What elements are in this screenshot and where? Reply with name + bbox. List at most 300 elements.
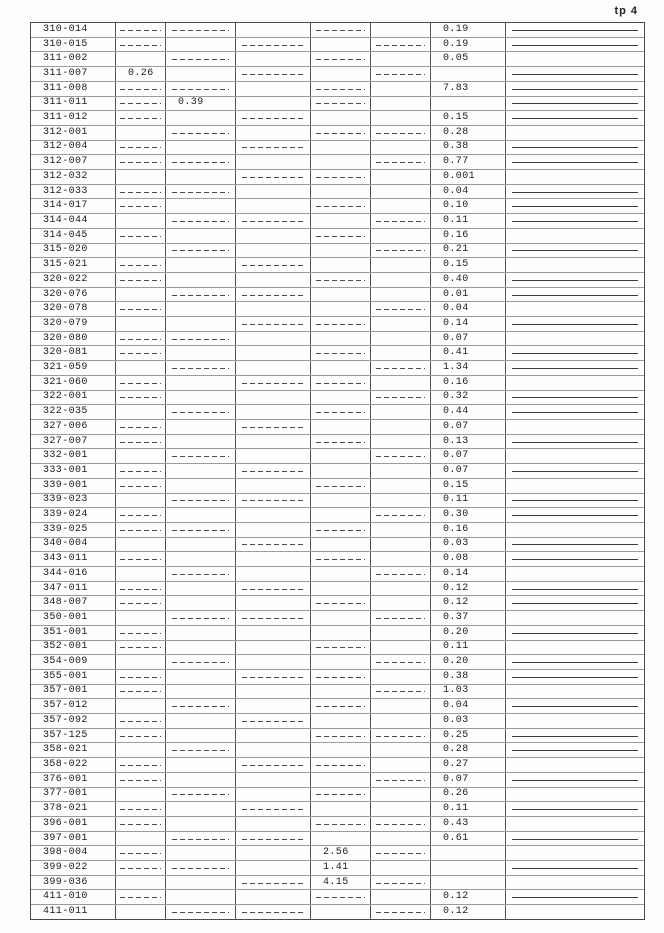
table-cell bbox=[311, 199, 371, 213]
scan-artifact-line bbox=[120, 30, 161, 31]
table-row bbox=[31, 479, 644, 494]
table-cell bbox=[116, 170, 166, 184]
value-cell: 0.15 bbox=[431, 111, 506, 125]
scan-artifact-line bbox=[512, 839, 639, 840]
table-cell bbox=[506, 464, 644, 478]
row-code-cell: 320-080 bbox=[31, 332, 116, 346]
table-cell bbox=[371, 802, 431, 816]
scan-artifact-line bbox=[512, 809, 639, 810]
table-cell bbox=[116, 641, 166, 655]
scan-artifact-line bbox=[120, 397, 161, 398]
table-cell bbox=[506, 743, 644, 757]
table-row bbox=[31, 141, 644, 156]
scan-artifact-line bbox=[512, 192, 639, 193]
table-cell bbox=[116, 52, 166, 66]
table-cell bbox=[371, 508, 431, 522]
value-cell: 0.07 bbox=[431, 464, 506, 478]
table-cell bbox=[371, 229, 431, 243]
value-cell: 0.19 bbox=[431, 23, 506, 37]
value-cell: 0.43 bbox=[431, 817, 506, 831]
table-cell bbox=[506, 670, 644, 684]
table-row bbox=[31, 773, 644, 788]
scan-artifact-line bbox=[512, 74, 639, 75]
table-cell bbox=[371, 788, 431, 802]
table-cell bbox=[371, 670, 431, 684]
table-row bbox=[31, 729, 644, 744]
table-cell bbox=[236, 802, 311, 816]
scan-artifact-line bbox=[512, 250, 639, 251]
table-cell bbox=[506, 38, 644, 52]
scan-artifact-line bbox=[120, 280, 161, 281]
row-code-cell: 333-001 bbox=[31, 464, 116, 478]
scan-artifact-line bbox=[172, 59, 230, 60]
table-cell bbox=[506, 244, 644, 258]
value-cell: 0.04 bbox=[431, 699, 506, 713]
scan-artifact-line bbox=[316, 442, 366, 443]
scan-artifact-line bbox=[316, 794, 366, 795]
scan-artifact-line bbox=[512, 103, 639, 104]
scan-artifact-line bbox=[120, 897, 161, 898]
table-cell bbox=[116, 479, 166, 493]
table-cell bbox=[236, 743, 311, 757]
table-cell bbox=[371, 494, 431, 508]
table-cell bbox=[166, 685, 236, 699]
table-cell bbox=[116, 552, 166, 566]
table-row bbox=[31, 420, 644, 435]
table-row bbox=[31, 464, 644, 479]
scan-artifact-line bbox=[376, 250, 426, 251]
table-cell bbox=[116, 626, 166, 640]
table-row bbox=[31, 788, 644, 803]
table-cell bbox=[371, 479, 431, 493]
value-cell: 0.28 bbox=[431, 743, 506, 757]
table-cell bbox=[116, 302, 166, 316]
table-cell bbox=[311, 582, 371, 596]
table-cell bbox=[166, 155, 236, 169]
table-cell bbox=[371, 641, 431, 655]
table-row bbox=[31, 155, 644, 170]
row-code-cell: 347-011 bbox=[31, 582, 116, 596]
table-cell bbox=[116, 582, 166, 596]
table-cell bbox=[506, 655, 644, 669]
scan-artifact-line bbox=[120, 427, 161, 428]
value-cell: 0.16 bbox=[431, 229, 506, 243]
value-cell: 0.03 bbox=[431, 538, 506, 552]
scan-artifact-line bbox=[376, 133, 426, 134]
scan-artifact-line bbox=[316, 706, 366, 707]
table-row bbox=[31, 567, 644, 582]
table-cell bbox=[506, 508, 644, 522]
table-row bbox=[31, 376, 644, 391]
scan-artifact-line bbox=[376, 221, 426, 222]
table-cell bbox=[236, 832, 311, 846]
table-cell bbox=[236, 626, 311, 640]
scan-artifact-line bbox=[242, 427, 304, 428]
table-cell bbox=[506, 376, 644, 390]
table-cell bbox=[371, 97, 431, 111]
scan-artifact-line bbox=[242, 324, 304, 325]
table-cell bbox=[506, 332, 644, 346]
scan-artifact-line bbox=[512, 868, 639, 869]
value-cell: 0.001 bbox=[431, 170, 506, 184]
scan-artifact-line bbox=[120, 691, 161, 692]
value-cell: 7.83 bbox=[431, 82, 506, 96]
table-row bbox=[31, 332, 644, 347]
scan-artifact-line bbox=[172, 662, 230, 663]
scan-artifact-line bbox=[172, 530, 230, 531]
table-cell bbox=[371, 52, 431, 66]
scan-artifact-line bbox=[316, 824, 366, 825]
scan-artifact-line bbox=[242, 809, 304, 810]
table-cell bbox=[311, 788, 371, 802]
table-cell bbox=[506, 405, 644, 419]
table-cell bbox=[506, 214, 644, 228]
table-row bbox=[31, 802, 644, 817]
scan-artifact-line bbox=[120, 162, 161, 163]
table-cell bbox=[371, 38, 431, 52]
scan-artifact-line bbox=[120, 589, 161, 590]
scan-artifact-line bbox=[242, 74, 304, 75]
table-cell bbox=[371, 420, 431, 434]
table-cell bbox=[236, 905, 311, 919]
table-cell bbox=[166, 288, 236, 302]
table-cell bbox=[311, 38, 371, 52]
table-cell bbox=[116, 317, 166, 331]
scan-artifact-line bbox=[120, 383, 161, 384]
table-row bbox=[31, 611, 644, 626]
scan-artifact-line bbox=[316, 59, 366, 60]
value-cell: 0.11 bbox=[431, 802, 506, 816]
table-cell bbox=[506, 494, 644, 508]
table-cell bbox=[371, 714, 431, 728]
table-cell bbox=[116, 508, 166, 522]
scan-artifact-line bbox=[512, 442, 639, 443]
table-cell bbox=[166, 876, 236, 890]
scan-artifact-line bbox=[512, 324, 639, 325]
table-cell bbox=[371, 523, 431, 537]
scan-artifact-line bbox=[120, 236, 161, 237]
table-cell bbox=[116, 905, 166, 919]
table-cell bbox=[236, 111, 311, 125]
table-cell bbox=[506, 567, 644, 581]
table-cell bbox=[371, 258, 431, 272]
scan-artifact-line bbox=[316, 103, 366, 104]
table-cell bbox=[506, 641, 644, 655]
table-cell bbox=[311, 82, 371, 96]
table-cell bbox=[371, 567, 431, 581]
table-cell bbox=[371, 302, 431, 316]
table-row bbox=[31, 905, 644, 919]
row-code-cell: 322-035 bbox=[31, 405, 116, 419]
table-cell bbox=[236, 126, 311, 140]
scan-artifact-line bbox=[316, 897, 366, 898]
table-cell bbox=[236, 420, 311, 434]
value-cell: 0.03 bbox=[431, 714, 506, 728]
scan-artifact-line bbox=[172, 574, 230, 575]
table-cell bbox=[166, 596, 236, 610]
scan-artifact-line bbox=[512, 368, 639, 369]
table-cell bbox=[506, 141, 644, 155]
table-cell bbox=[371, 699, 431, 713]
table-cell bbox=[506, 817, 644, 831]
table-cell bbox=[311, 596, 371, 610]
row-code-cell: 377-001 bbox=[31, 788, 116, 802]
table-row bbox=[31, 685, 644, 700]
table-cell bbox=[116, 155, 166, 169]
table-cell bbox=[371, 346, 431, 360]
table-row bbox=[31, 596, 644, 611]
table-cell bbox=[236, 23, 311, 37]
row-code-cell: 310-015 bbox=[31, 38, 116, 52]
scan-artifact-line bbox=[376, 912, 426, 913]
table-cell bbox=[236, 258, 311, 272]
row-code-cell: 348-007 bbox=[31, 596, 116, 610]
table-cell bbox=[371, 464, 431, 478]
scan-artifact-line bbox=[376, 162, 426, 163]
table-cell bbox=[236, 376, 311, 390]
table-cell bbox=[116, 97, 166, 111]
table-cell bbox=[506, 23, 644, 37]
table-cell bbox=[311, 508, 371, 522]
scan-artifact-line bbox=[512, 412, 639, 413]
table-cell bbox=[116, 141, 166, 155]
table-cell bbox=[116, 214, 166, 228]
table-cell bbox=[371, 582, 431, 596]
table-row bbox=[31, 185, 644, 200]
scan-artifact-line bbox=[376, 618, 426, 619]
table-cell bbox=[166, 817, 236, 831]
table-cell bbox=[166, 538, 236, 552]
table-cell bbox=[371, 405, 431, 419]
table-cell: 1.41 bbox=[311, 861, 371, 875]
table-cell bbox=[371, 376, 431, 390]
table-cell bbox=[116, 405, 166, 419]
table-cell bbox=[311, 641, 371, 655]
table-cell bbox=[166, 494, 236, 508]
row-code-cell: 357-125 bbox=[31, 729, 116, 743]
row-code-cell: 357-092 bbox=[31, 714, 116, 728]
scan-artifact-line bbox=[242, 677, 304, 678]
scan-artifact-line bbox=[172, 750, 230, 751]
table-cell bbox=[116, 567, 166, 581]
table-cell bbox=[166, 773, 236, 787]
table-cell bbox=[506, 802, 644, 816]
scan-artifact-line bbox=[172, 500, 230, 501]
scan-artifact-line bbox=[512, 147, 639, 148]
table-cell bbox=[166, 361, 236, 375]
table-cell bbox=[236, 52, 311, 66]
scan-artifact-line bbox=[120, 633, 161, 634]
table-cell bbox=[166, 788, 236, 802]
scan-artifact-line bbox=[242, 912, 304, 913]
value-cell: 0.77 bbox=[431, 155, 506, 169]
table-cell bbox=[371, 111, 431, 125]
scan-artifact-line bbox=[316, 280, 366, 281]
table-cell bbox=[311, 141, 371, 155]
table-cell bbox=[116, 288, 166, 302]
row-code-cell: 312-007 bbox=[31, 155, 116, 169]
scan-artifact-line bbox=[172, 133, 230, 134]
table-cell bbox=[311, 538, 371, 552]
row-code-cell: 311-008 bbox=[31, 82, 116, 96]
value-cell: 0.20 bbox=[431, 626, 506, 640]
table-row bbox=[31, 214, 644, 229]
table-row bbox=[31, 890, 644, 905]
table-cell bbox=[506, 714, 644, 728]
table-cell bbox=[506, 346, 644, 360]
table-cell bbox=[311, 155, 371, 169]
table-row bbox=[31, 258, 644, 273]
table-cell bbox=[116, 685, 166, 699]
value-cell: 0.21 bbox=[431, 244, 506, 258]
scan-artifact-line bbox=[376, 824, 426, 825]
scan-artifact-line bbox=[376, 74, 426, 75]
table-cell bbox=[236, 538, 311, 552]
row-code-cell: 378-021 bbox=[31, 802, 116, 816]
table-cell bbox=[506, 699, 644, 713]
table-cell bbox=[236, 508, 311, 522]
table-cell bbox=[506, 905, 644, 919]
table-cell bbox=[311, 420, 371, 434]
row-code-cell: 396-001 bbox=[31, 817, 116, 831]
row-code-cell: 357-012 bbox=[31, 699, 116, 713]
table-cell bbox=[236, 582, 311, 596]
value-cell: 0.41 bbox=[431, 346, 506, 360]
scan-artifact-line bbox=[172, 412, 230, 413]
row-code-cell: 315-021 bbox=[31, 258, 116, 272]
scan-artifact-line bbox=[242, 295, 304, 296]
table-cell bbox=[166, 405, 236, 419]
table-cell bbox=[311, 552, 371, 566]
table-cell bbox=[116, 611, 166, 625]
table-row bbox=[31, 641, 644, 656]
table-row bbox=[31, 832, 644, 847]
table-cell bbox=[236, 244, 311, 258]
table-cell bbox=[311, 376, 371, 390]
table-cell bbox=[371, 626, 431, 640]
table-cell bbox=[506, 435, 644, 449]
row-code-cell: 311-012 bbox=[31, 111, 116, 125]
scan-artifact-line bbox=[172, 30, 230, 31]
table-cell bbox=[166, 126, 236, 140]
table-cell bbox=[371, 596, 431, 610]
table-cell bbox=[371, 126, 431, 140]
scan-artifact-line bbox=[512, 280, 639, 281]
table-row bbox=[31, 82, 644, 97]
table-cell bbox=[236, 214, 311, 228]
table-cell bbox=[116, 199, 166, 213]
value-cell bbox=[431, 876, 506, 890]
table-cell bbox=[311, 23, 371, 37]
scan-artifact-line bbox=[316, 177, 366, 178]
table-cell bbox=[371, 552, 431, 566]
scan-artifact-line bbox=[172, 456, 230, 457]
value-cell: 0.04 bbox=[431, 302, 506, 316]
table-cell bbox=[236, 876, 311, 890]
scan-artifact-line bbox=[376, 883, 426, 884]
value-cell: 0.10 bbox=[431, 199, 506, 213]
table-cell bbox=[236, 332, 311, 346]
value-cell: 0.07 bbox=[431, 449, 506, 463]
value-cell: 0.12 bbox=[431, 890, 506, 904]
table-cell bbox=[116, 758, 166, 772]
table-cell bbox=[506, 890, 644, 904]
table-cell bbox=[371, 244, 431, 258]
row-code-cell: 315-020 bbox=[31, 244, 116, 258]
table-row bbox=[31, 508, 644, 523]
table-row bbox=[31, 302, 644, 317]
table-cell bbox=[236, 346, 311, 360]
value-cell: 0.04 bbox=[431, 185, 506, 199]
scan-artifact-line bbox=[120, 206, 161, 207]
row-code-cell: 311-011 bbox=[31, 97, 116, 111]
table-cell bbox=[116, 346, 166, 360]
table-cell bbox=[166, 729, 236, 743]
table-cell bbox=[166, 244, 236, 258]
scan-artifact-line bbox=[376, 368, 426, 369]
table-cell bbox=[371, 317, 431, 331]
row-code-cell: 351-001 bbox=[31, 626, 116, 640]
row-code-cell: 332-001 bbox=[31, 449, 116, 463]
table-cell bbox=[311, 773, 371, 787]
table-cell bbox=[166, 420, 236, 434]
value-cell: 0.20 bbox=[431, 655, 506, 669]
scan-artifact-line bbox=[316, 236, 366, 237]
row-code-cell: 311-007 bbox=[31, 67, 116, 81]
scan-artifact-line bbox=[376, 691, 426, 692]
scan-artifact-line bbox=[316, 486, 366, 487]
table-cell bbox=[311, 494, 371, 508]
scan-artifact-line bbox=[376, 574, 426, 575]
table-cell bbox=[116, 258, 166, 272]
row-code-cell: 343-011 bbox=[31, 552, 116, 566]
table-cell bbox=[506, 185, 644, 199]
table-cell bbox=[506, 449, 644, 463]
scan-artifact-line bbox=[512, 706, 639, 707]
table-cell bbox=[166, 758, 236, 772]
table-cell bbox=[236, 817, 311, 831]
table-cell bbox=[311, 699, 371, 713]
table-cell bbox=[371, 391, 431, 405]
table-cell bbox=[116, 729, 166, 743]
table-cell bbox=[236, 523, 311, 537]
table-row bbox=[31, 111, 644, 126]
scan-artifact-line bbox=[120, 45, 161, 46]
table-cell bbox=[506, 126, 644, 140]
table-cell bbox=[506, 729, 644, 743]
table-cell bbox=[506, 626, 644, 640]
value-cell: 0.13 bbox=[431, 435, 506, 449]
table-cell bbox=[166, 449, 236, 463]
value-cell: 0.16 bbox=[431, 376, 506, 390]
scan-artifact-line bbox=[316, 412, 366, 413]
table-cell bbox=[236, 288, 311, 302]
table-row bbox=[31, 346, 644, 361]
scan-artifact-line bbox=[242, 544, 304, 545]
value-cell: 0.11 bbox=[431, 494, 506, 508]
table-cell bbox=[236, 391, 311, 405]
table-cell bbox=[506, 199, 644, 213]
table-cell bbox=[236, 199, 311, 213]
value-cell: 0.01 bbox=[431, 288, 506, 302]
scan-artifact-line bbox=[242, 221, 304, 222]
scan-artifact-line bbox=[120, 868, 161, 869]
table-row bbox=[31, 699, 644, 714]
scan-artifact-line bbox=[172, 339, 230, 340]
table-row bbox=[31, 244, 644, 259]
table-cell: 0.26 bbox=[116, 67, 166, 81]
scan-artifact-line bbox=[120, 824, 161, 825]
